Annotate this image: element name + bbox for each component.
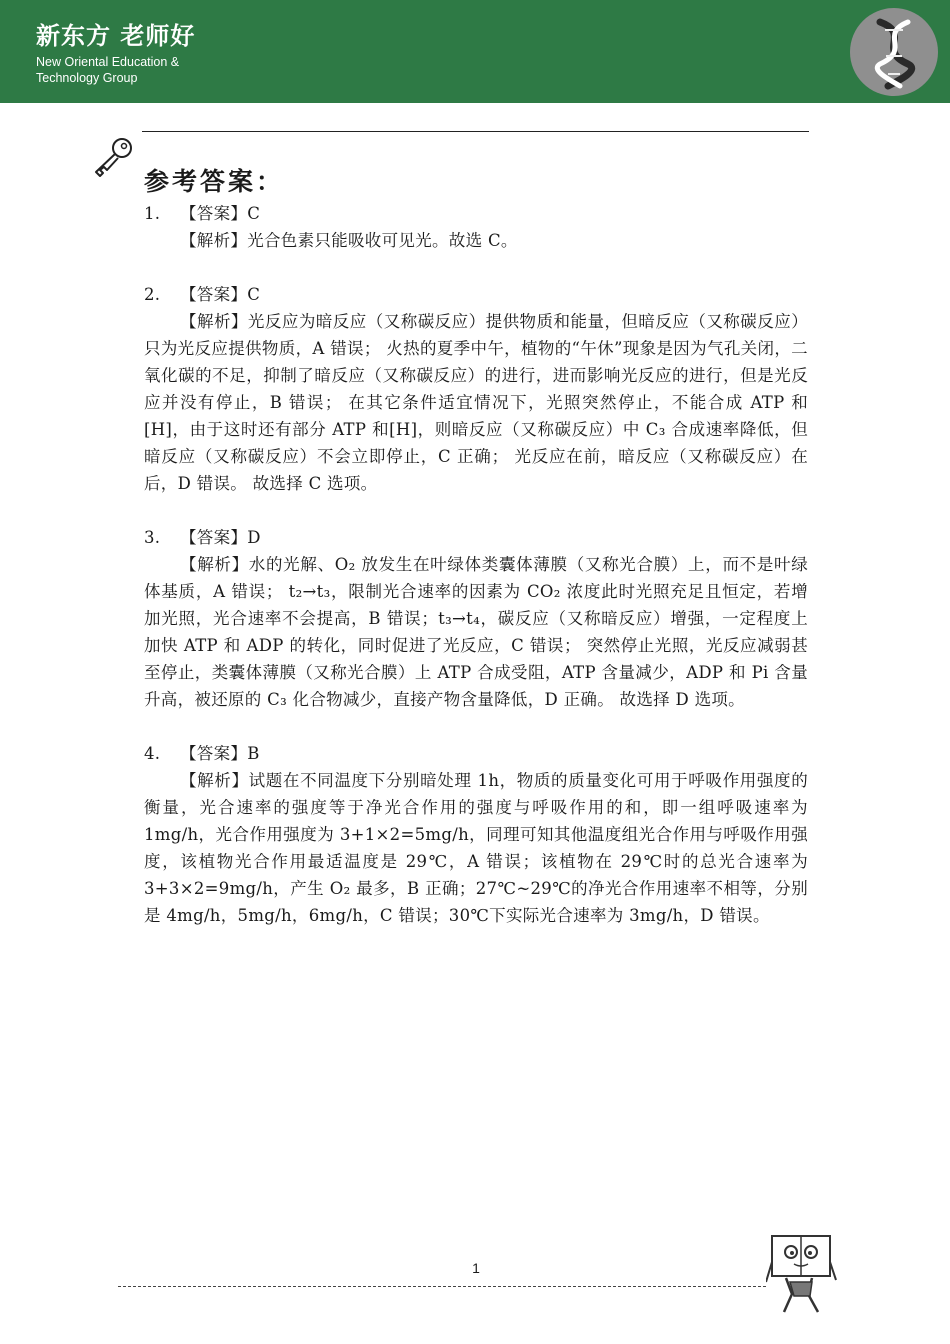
question-number: 1. [144,204,161,223]
brand-name-en [36,54,236,86]
question-block-4 [144,740,808,929]
answer-line [144,281,808,308]
brand-en-line2: Technology Group [36,71,138,85]
header-bar [0,0,950,103]
question-block-2 [144,281,808,497]
answer-prefix: 【答案】 [180,285,248,304]
explanation-body: 试题在不同温度下分别暗处理 1h，物质的质量变化可用于呼吸作用强度的衡量，光合速率的强度等于净光合作用的强度与呼吸作用的和，即一组呼吸速率为 1mg/h，光合作用强度为 3+1×2=5mg/h，同理可知其他温度组光合作用与呼吸作用强度，该植物光合作用最适温度是 29℃，A 错误；该植物在 29℃时的总光合速率为 3+3×2=9mg/h，产生 O₂ 最多，B 正确；27℃~29℃的净光合作用速率不相等，分别是 4mg/h，5mg/h，6mg/h，C 错误；30℃下实际光合速率为 3mg/h，D 错误。 [144,771,808,925]
answer-content [144,200,808,956]
dna-logo-graphic [850,8,938,96]
explanation-prefix: 【解析】 [180,231,248,250]
answer-line [144,524,808,551]
answer-value: D [247,528,261,547]
answer-value: C [247,204,261,223]
explanation-body: 光反应为暗反应（又称碳反应）提供物质和能量，但暗反应（又称碳反应）只为光反应提供物质，A 错误； 火热的夏季中午，植物的“午休”现象是因为气孔关闭，二氧化碳的不足，抑制了暗反应（又称碳反应）的进行，进而影响光反应的进行，但是光反应并没有停止，B 错误； 在其它条件适宜情况下，光照突然停止，不能合成 ATP 和[H]，由于这时还有部分 ATP 和[H]，则暗反应（又称碳反应）中 C₃ 合成速率降低，但暗反应（又称碳反应）不会立即停止，C 正确； 光反应在前，暗反应（又称碳反应）在后，D 错误。 故选择 C 选项。 [144,312,809,493]
answer-prefix: 【答案】 [180,528,248,547]
answer-prefix: 【答案】 [180,204,248,223]
question-block-3 [144,524,808,713]
explanation-text [144,551,808,713]
question-block-1 [144,200,808,254]
question-number: 4. [144,744,161,763]
footer-dashed-rule [118,1286,766,1287]
explanation-text [144,227,808,254]
question-number: 3. [144,528,161,547]
answer-line [144,740,808,767]
top-rule [142,131,809,132]
explanation-prefix: 【解析】 [180,555,249,574]
explanation-text [144,767,808,929]
brand-name-cn: 新东方 老师好 [36,22,196,50]
question-number: 2. [144,285,161,304]
explanation-body: 水的光解、O₂ 放发生在叶绿体类囊体薄膜（又称光合膜）上，而不是叶绿体基质，A 错误； t₂→t₃，限制光合速率的因素为 CO₂ 浓度此时光照充足且恒定，若增加光照，光合速率不会提高，B 错误；t₃→t₄，碳反应（又称暗反应）增强，一定程度上加快 ATP 和 ADP 的转化，同时促进了光反应，C 错误； 突然停止光照，光反应减弱甚至停止，类囊体薄膜（又称光合膜）上 ATP 合成受阻，ATP 含量减少，ADP 和 Pi 含量升高，被还原的 C₃ 化合物减少，直接产物含量降低，D 正确。 故选择 D 选项。 [144,555,809,709]
explanation-body: 光合色素只能吸收可见光。故选 C。 [247,231,518,250]
dna-logo-icon [850,8,938,96]
answer-value: B [247,744,260,763]
answer-prefix: 【答案】 [180,744,248,763]
section-title: 参考答案： [144,167,285,196]
page-number: 1 [472,1260,480,1276]
mascot-icon [766,1232,838,1316]
answer-line [144,200,808,227]
answer-value: C [247,285,261,304]
explanation-text [144,308,808,497]
explanation-prefix: 【解析】 [180,312,248,331]
brand-en-line1: New Oriental Education & [36,55,180,69]
explanation-prefix: 【解析】 [180,771,249,790]
key-icon [90,134,136,180]
